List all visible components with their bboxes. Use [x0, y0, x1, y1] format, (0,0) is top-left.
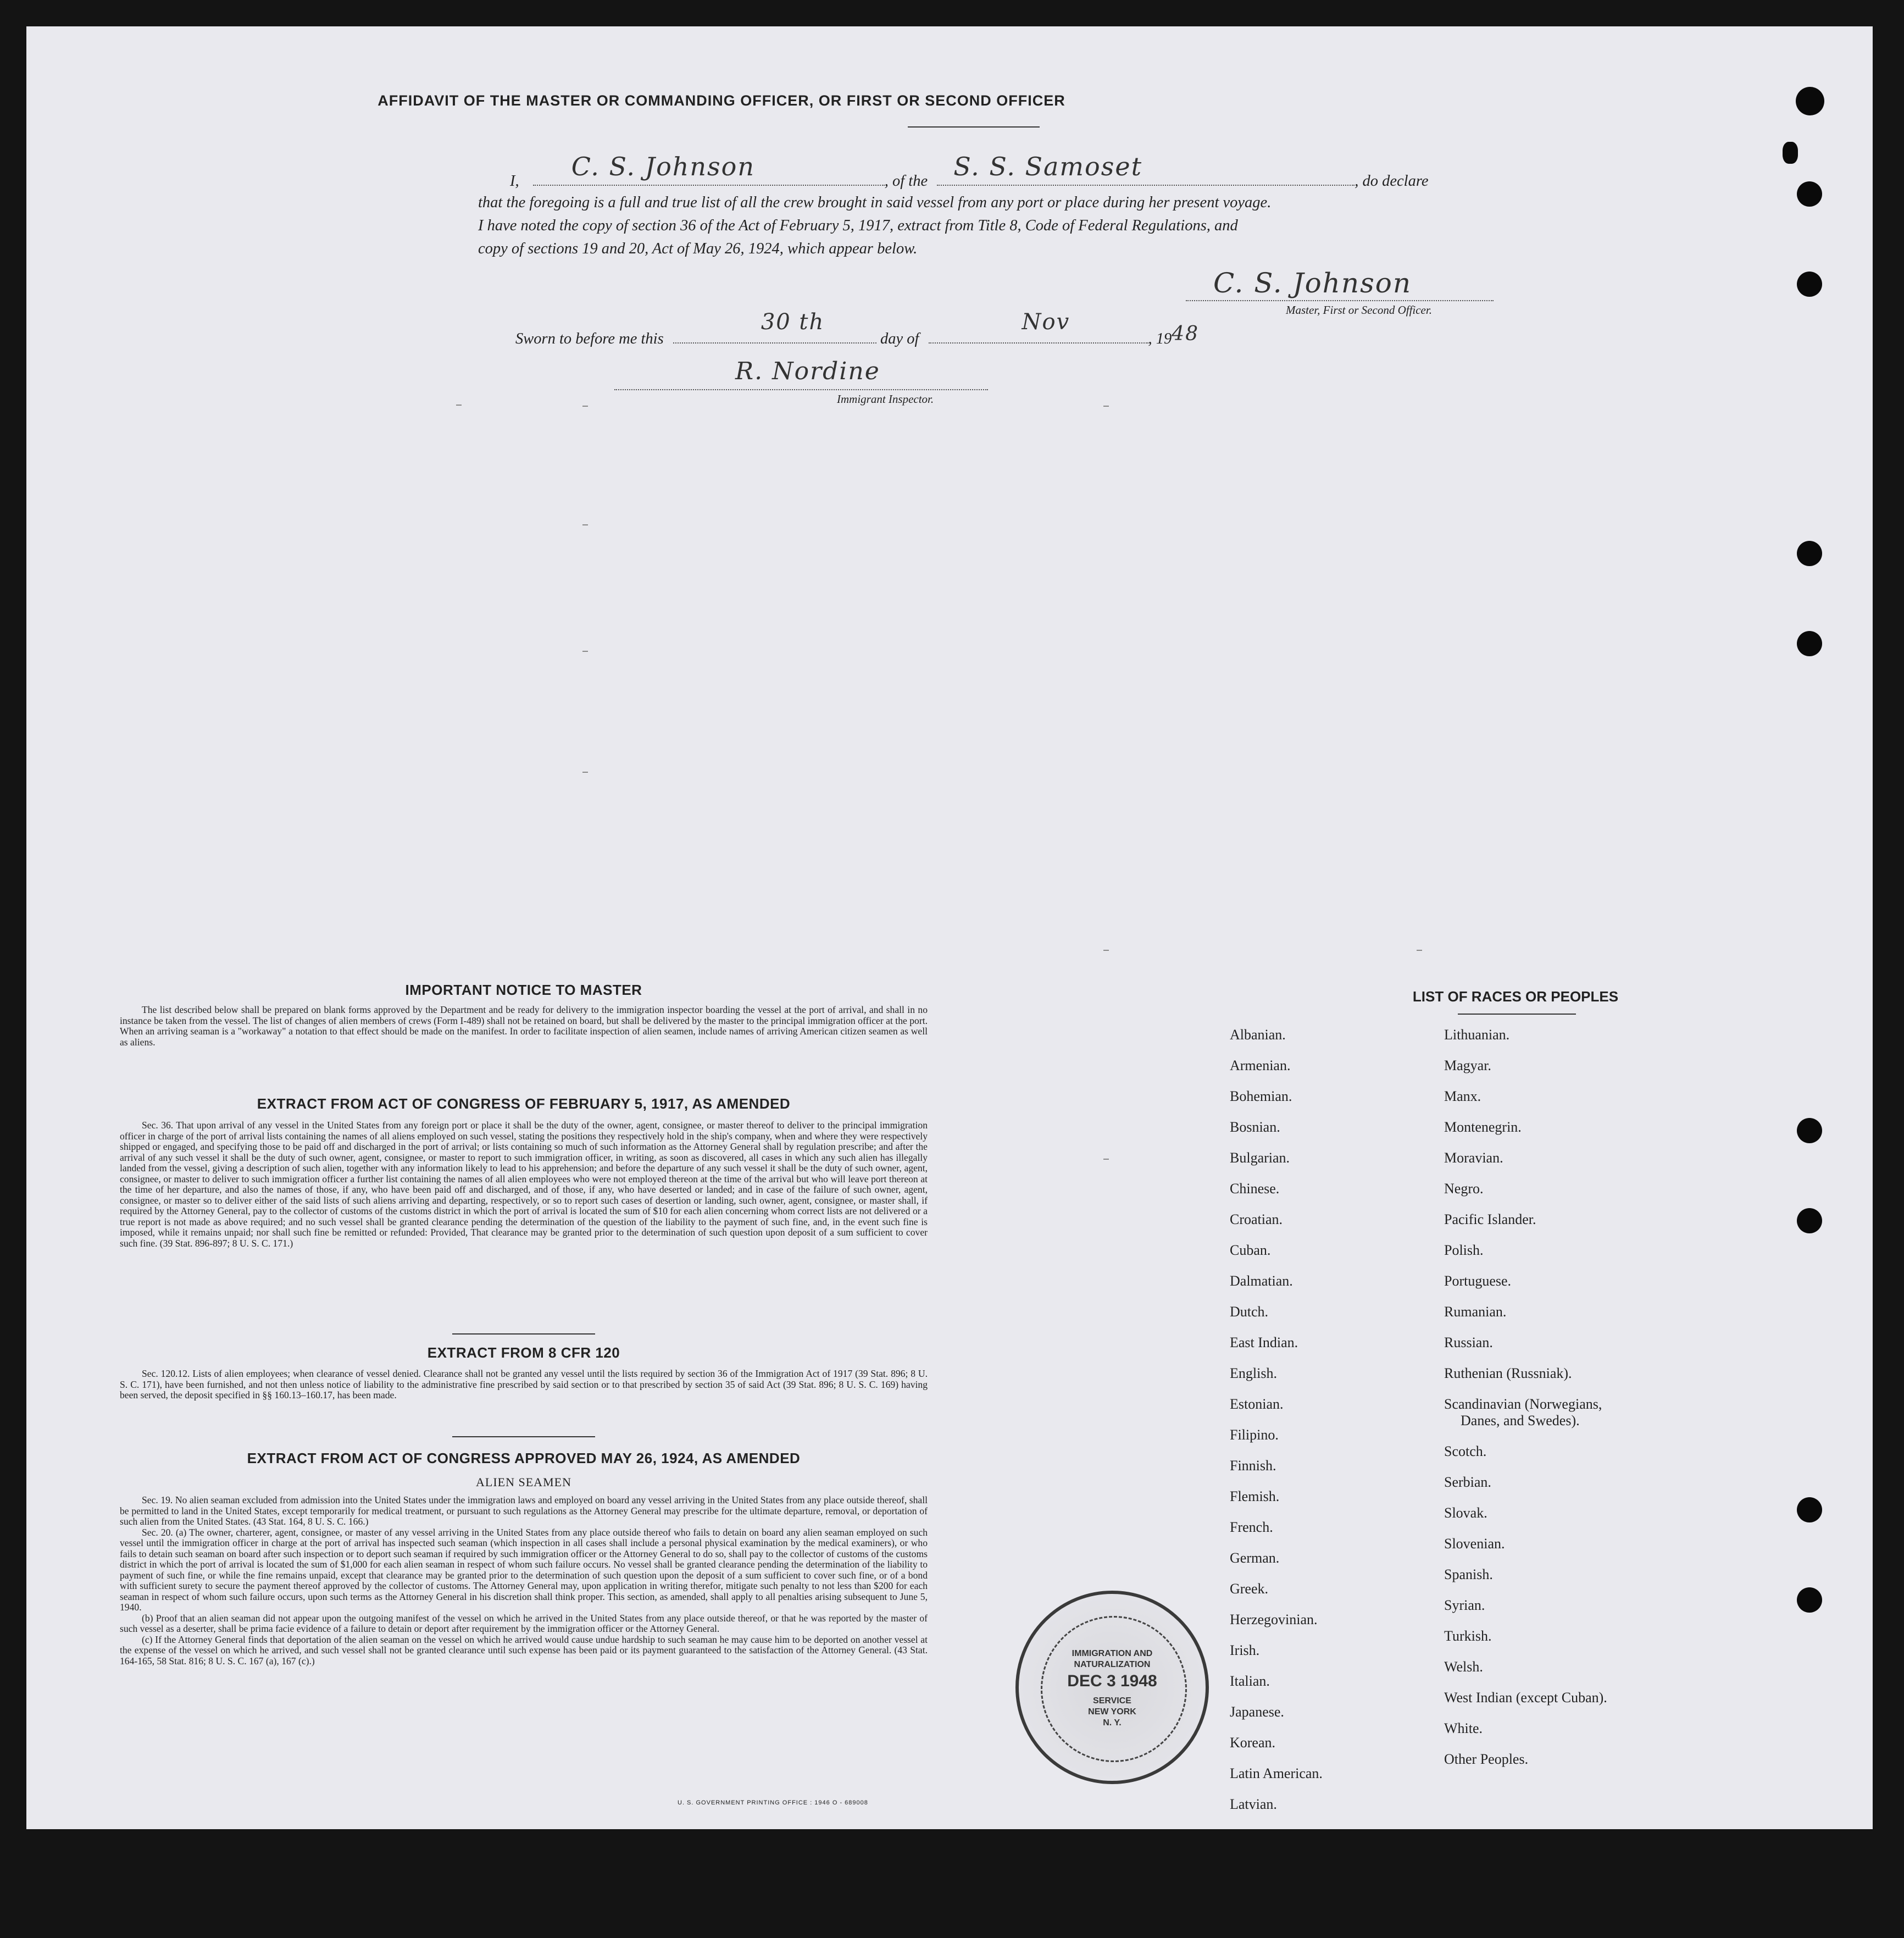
- race-item: Portuguese.: [1444, 1273, 1512, 1289]
- notice-title: IMPORTANT NOTICE TO MASTER: [405, 982, 642, 998]
- bleed-through-mark: [582, 524, 588, 525]
- act-1917-title: EXTRACT FROM ACT OF CONGRESS OF FEBRUARY 5, 1917, AS AMENDED: [257, 1095, 791, 1112]
- bleed-through-mark: [1103, 406, 1109, 407]
- sworn-year-handwriting: 48: [1172, 323, 1200, 345]
- race-item: Armenian.: [1230, 1057, 1291, 1073]
- inspector-signature: R. Nordine: [735, 357, 880, 385]
- bleed-through-mark: [582, 406, 588, 407]
- master-signature-line: [1186, 300, 1494, 301]
- sworn-prefix: Sworn to before me this: [515, 330, 664, 347]
- race-item: Finnish.: [1230, 1458, 1276, 1474]
- stamp-line-2: NATURALIZATION: [1074, 1660, 1151, 1669]
- notice-text: [120, 1005, 928, 1048]
- punch-hole: [1797, 631, 1822, 656]
- bleed-through-mark: [582, 651, 588, 652]
- act-1924-text: [120, 1495, 928, 1666]
- race-item: Dalmatian.: [1230, 1273, 1293, 1289]
- act-1924-sec20c: (c) If the Attorney General finds that deportation of the alien seaman on the vessel on which he arrived would cause undue hardship to such seaman he may cause him to be deported on another vessel at the expense of the vessel on which he arrived, and such vessel shall not be granted clearance until such expense has been paid or its payment guaranteed to the satisfaction of the Attorney General. (43 Stat. 164-165, 58 Stat. 816; 8 U. S. C. 167 (a), 167 (c).): [120, 1634, 928, 1666]
- race-item: Welsh.: [1444, 1659, 1483, 1675]
- affidavit-title: AFFIDAVIT OF THE MASTER OR COMMANDING OFFICER, OR FIRST OR SECOND OFFICER: [378, 92, 1065, 109]
- race-item: Japanese.: [1230, 1704, 1284, 1720]
- affidavit-i: I,: [510, 173, 519, 190]
- race-item: German.: [1230, 1550, 1280, 1566]
- punch-hole: [1797, 1208, 1822, 1233]
- races-column-1: [1230, 1020, 1323, 1820]
- punch-hole: [1797, 1587, 1822, 1613]
- sworn-year-prefix: , 19: [1148, 330, 1172, 347]
- stamp-line-5: N. Y.: [1103, 1718, 1122, 1727]
- sworn-month-handwriting: Nov: [1022, 309, 1070, 335]
- race-item: Croatian.: [1230, 1211, 1283, 1227]
- cfr-text: [120, 1369, 928, 1401]
- race-item: Herzegovinian.: [1230, 1612, 1318, 1627]
- race-item: Serbian.: [1444, 1474, 1491, 1490]
- sworn-line: [515, 309, 1200, 348]
- race-item: Spanish.: [1444, 1566, 1493, 1582]
- race-item: Polish.: [1444, 1242, 1484, 1258]
- race-item: Chinese.: [1230, 1181, 1280, 1197]
- race-item: Rumanian.: [1444, 1304, 1507, 1320]
- affidavit-do-declare: , do declare: [1355, 173, 1429, 190]
- affidavit-line-3: I have noted the copy of section 36 of the Act of February 5, 1917, extract from Title 8, Code of Federal Regulations, and: [478, 217, 1238, 234]
- races-rule: [1458, 1014, 1576, 1015]
- affidavit-body: [478, 152, 1501, 261]
- act-1924-sec20b: (b) Proof that an alien seaman did not appear upon the outgoing manifest of the vessel on which he arrived in the United States from any place outside thereof, or that he was reported by the master of such vessel as a deserter, shall be prima facie evidence of a failure to detain or deport after requirement by the immigration officer or the Attorney General.: [120, 1612, 928, 1634]
- stamp-line-4: NEW YORK: [1088, 1707, 1136, 1716]
- race-item: Dutch.: [1230, 1304, 1269, 1320]
- race-item: Negro.: [1444, 1181, 1484, 1197]
- punch-hole: [1796, 87, 1824, 115]
- stamp-date: DEC 3 1948: [1067, 1672, 1157, 1690]
- race-item: English.: [1230, 1365, 1277, 1381]
- master-caption: Master, First or Second Officer.: [1286, 303, 1432, 317]
- act-1924-sec20a: Sec. 20. (a) The owner, charterer, agent, consignee, or master of any vessel arriving in the United States from any place outside thereof who fails to detain on board any alien seaman employed on such vessel until the immigration officer in charge at the port of arrival has inspected such seaman (which inspection in all cases shall include a personal physical examination by the medical examiners), or who fails to detain such seaman on board after such inspection or to deport such seaman if required by such immigration officer or the Attorney General to do so, shall pay to the collector of customs of the customs district in which the port of arrival is located the sum of $1,000 for each alien seaman in respect of whom such failure occurs. No vessel shall be granted clearance pending the determination of the liability to payment of such fine, or while the fine remains unpaid, except that clearance may be granted prior to the determination of such question upon the deposit of a sum sufficient to cover such fine, or of a bond with sufficient surety to secure the payment thereof approved by the collector of customs. The Attorney General may, upon application in writing therefor, mitigate such penalty to not less than $200 for each seaman in respect of whom such failure occurs, upon such terms as the Attorney General in his discretion shall think proper. This section, as amended, shall apply to all penalties arising subsequent to June 5, 1940.: [120, 1526, 928, 1613]
- race-item: Latin American.: [1230, 1765, 1323, 1781]
- master-signature: C. S. Johnson: [1213, 267, 1412, 299]
- bleed-through-mark: [1417, 950, 1422, 951]
- act-1917-text: [120, 1120, 928, 1249]
- race-item: Latvian.: [1230, 1796, 1277, 1812]
- race-item: Russian.: [1444, 1335, 1493, 1350]
- gpo-footer: U. S. GOVERNMENT PRINTING OFFICE : 1946 O - 689008: [678, 1799, 868, 1806]
- race-item: Danes, and Swedes).: [1461, 1413, 1580, 1428]
- section-rule: [452, 1436, 595, 1437]
- race-item: Italian.: [1230, 1673, 1270, 1689]
- document-page: [26, 26, 1873, 1829]
- act-1924-sec19: Sec. 19. No alien seaman excluded from admission into the United States under the immigration laws and employed on board any vessel arriving in the United States from any place outside thereof, shall be permitted to land in the United States, except temporarily for medical treatment, or pursuant to such regulations as the Attorney General may prescribe for the ultimate departure, removal, or deportation of such alien from the United States. (43 Stat. 164, 8 U. S. C. 166.): [120, 1494, 928, 1527]
- race-item: Bulgarian.: [1230, 1150, 1290, 1166]
- act-1924-subtitle: ALIEN SEAMEN: [476, 1475, 571, 1489]
- master-name-handwriting: C. S. Johnson: [571, 152, 755, 181]
- affidavit-of-the: , of the: [884, 173, 928, 190]
- race-item: Filipino.: [1230, 1427, 1279, 1443]
- race-item: East Indian.: [1230, 1335, 1298, 1350]
- race-item: Irish.: [1230, 1642, 1260, 1658]
- race-item: Cuban.: [1230, 1242, 1271, 1258]
- cfr-sec12012: Sec. 120.12. Lists of alien employees; when clearance of vessel denied. Clearance shall not be granted any vessel until the lists required by section 36 of the Immigration Act of 1917 (39 Stat. 896; 8 U. S. C. 171), have been furnished, and not then unless notice of liability to the administrative fine prescribed by said section or to that prescribed by section 35 of said Act (39 Stat. 896; 8 U. S. C. 169) having been served, the deposit specified in §§ 160.13–160.17, has been made.: [120, 1368, 928, 1400]
- immigration-stamp: [1015, 1591, 1209, 1784]
- cfr-title: EXTRACT FROM 8 CFR 120: [427, 1344, 620, 1361]
- race-item: White.: [1444, 1720, 1483, 1736]
- race-item: Pacific Islander.: [1444, 1211, 1536, 1227]
- vessel-name-field: [937, 152, 1355, 186]
- race-item: Korean.: [1230, 1735, 1276, 1751]
- bleed-through-mark: [1103, 1159, 1109, 1160]
- race-item: Lithuanian.: [1444, 1027, 1510, 1043]
- vessel-name-handwriting: S. S. Samoset: [953, 152, 1143, 181]
- race-item: Flemish.: [1230, 1488, 1280, 1504]
- title-rule: [908, 126, 1040, 128]
- race-item: Moravian.: [1444, 1150, 1503, 1166]
- punch-hole: [1797, 1118, 1822, 1143]
- race-item: French.: [1230, 1519, 1273, 1535]
- affidavit-line-4: copy of sections 19 and 20, Act of May 26, 1924, which appear below.: [478, 240, 918, 257]
- punch-hole: [1783, 142, 1798, 164]
- race-item: Scotch.: [1444, 1443, 1487, 1459]
- master-name-field: [533, 152, 885, 186]
- affidavit-line-1: [478, 152, 1501, 191]
- sworn-day-field: [673, 309, 876, 344]
- punch-hole: [1797, 541, 1822, 566]
- race-item: Greek.: [1230, 1581, 1269, 1597]
- race-item: Scandinavian (Norwegians,: [1444, 1396, 1602, 1412]
- race-item: Ruthenian (Russniak).: [1444, 1365, 1572, 1381]
- stamp-line-3: SERVICE: [1093, 1696, 1131, 1706]
- race-item: Syrian.: [1444, 1597, 1485, 1613]
- punch-hole: [1797, 181, 1822, 207]
- sworn-day-handwriting: 30 th: [761, 309, 825, 335]
- act-1924-title: EXTRACT FROM ACT OF CONGRESS APPROVED MAY 26, 1924, AS AMENDED: [247, 1450, 801, 1466]
- bleed-through-mark: [456, 405, 462, 406]
- race-item: Bosnian.: [1230, 1119, 1280, 1135]
- race-item: Turkish.: [1444, 1628, 1492, 1644]
- punch-hole: [1797, 1497, 1822, 1522]
- race-item: West Indian (except Cuban).: [1444, 1690, 1607, 1706]
- race-item: Bohemian.: [1230, 1088, 1292, 1104]
- act-1917-sec36: Sec. 36. That upon arrival of any vessel in the United States from any foreign port or place it shall be the duty of the owner, agent, consignee, or master thereof to deliver to the principal immigration officer in charge of the port of arrival lists containing the names of all aliens employed on such vessel, stating the positions they respectively hold in the ship's company, when and where they were respectively shipped or engaged, and specifying those to be paid off and discharged in the port of arrival; or lists containing so much of such information as the Attorney General shall by regulation prescribe; and after the arrival of any such vessel it shall be the duty of such owner, agent, consignee, or master to report to such immigration officer, in writing, as soon as discovered, all cases in which any such alien has illegally landed from the vessel, giving a description of such alien, together with any information likely to lead to his apprehension; and before the departure of any such vessel it shall be the duty of such owner, agent, consignee, or master to deliver to such immigration officer a further list containing the names of all alien employees who were not employed thereon at the time of the arrival but who will leave port thereon at the time of her departure, and also the names of those, if any, who have been paid off and discharged, and of those, if any, who have deserted or landed; and in case of the failure of such owner, agent, consignee, or master so to deliver either of the said lists of such aliens arriving and departing, respectively, or so to report such cases of desertion or landing, such owner, agent, consignee, or master shall, if required by the Attorney General, pay to the collector of customs of the customs district in which the port of arrival is located the sum of $10 for each alien concerning whom correct lists are not delivered or a true report is not made as above required; and no such vessel shall be granted clearance pending the determination of the question of the liability to the payment of such fine, and, in the event such fine is imposed, while it remains unpaid; nor shall such fine be remitted or refunded: Provided, That clearance may be granted prior to the determination of such question upon deposit of a sum sufficient to cover such fine. (39 Stat. 896-897; 8 U. S. C. 171.): [120, 1120, 928, 1249]
- race-item: Manx.: [1444, 1088, 1481, 1104]
- race-item: Albanian.: [1230, 1027, 1286, 1043]
- race-item: Slovak.: [1444, 1505, 1487, 1521]
- races-title: LIST OF RACES OR PEOPLES: [1412, 988, 1619, 1005]
- inspector-signature-line: [614, 389, 988, 390]
- race-item: Magyar.: [1444, 1057, 1491, 1073]
- sworn-day-of: day of: [880, 330, 919, 347]
- race-item: Other Peoples.: [1444, 1751, 1529, 1767]
- sworn-month-field: [929, 309, 1148, 344]
- race-item: Estonian.: [1230, 1396, 1284, 1412]
- race-item: Montenegrin.: [1444, 1119, 1522, 1135]
- bleed-through-mark: [582, 772, 588, 773]
- notice-paragraph: The list described below shall be prepared on blank forms approved by the Department and be ready for delivery to the immigration inspector boarding the vessel at the port of arrival, and shall in no instance be taken from the vessel. The list of changes of alien members of crews (Form I-489) shall not be retained on board, but shall be delivered by the master to the principal immigration officer at the port. When an arriving seaman is a "workaway" a notation to that effect should be made on the manifest. In order to facilitate inspection of alien seamen, include names of arriving American citizen seamen as well as aliens.: [120, 1004, 928, 1048]
- stamp-line-1: IMMIGRATION AND: [1072, 1649, 1153, 1658]
- race-item: Slovenian.: [1444, 1536, 1505, 1552]
- punch-hole: [1797, 272, 1822, 297]
- section-rule: [452, 1333, 595, 1335]
- bleed-through-mark: [1103, 950, 1109, 951]
- affidavit-line-2: that the foregoing is a full and true list of all the crew brought in said vessel from any port or place during her present voyage.: [478, 194, 1272, 211]
- races-column-2: [1444, 1020, 1607, 1775]
- inspector-caption: Immigrant Inspector.: [837, 392, 934, 406]
